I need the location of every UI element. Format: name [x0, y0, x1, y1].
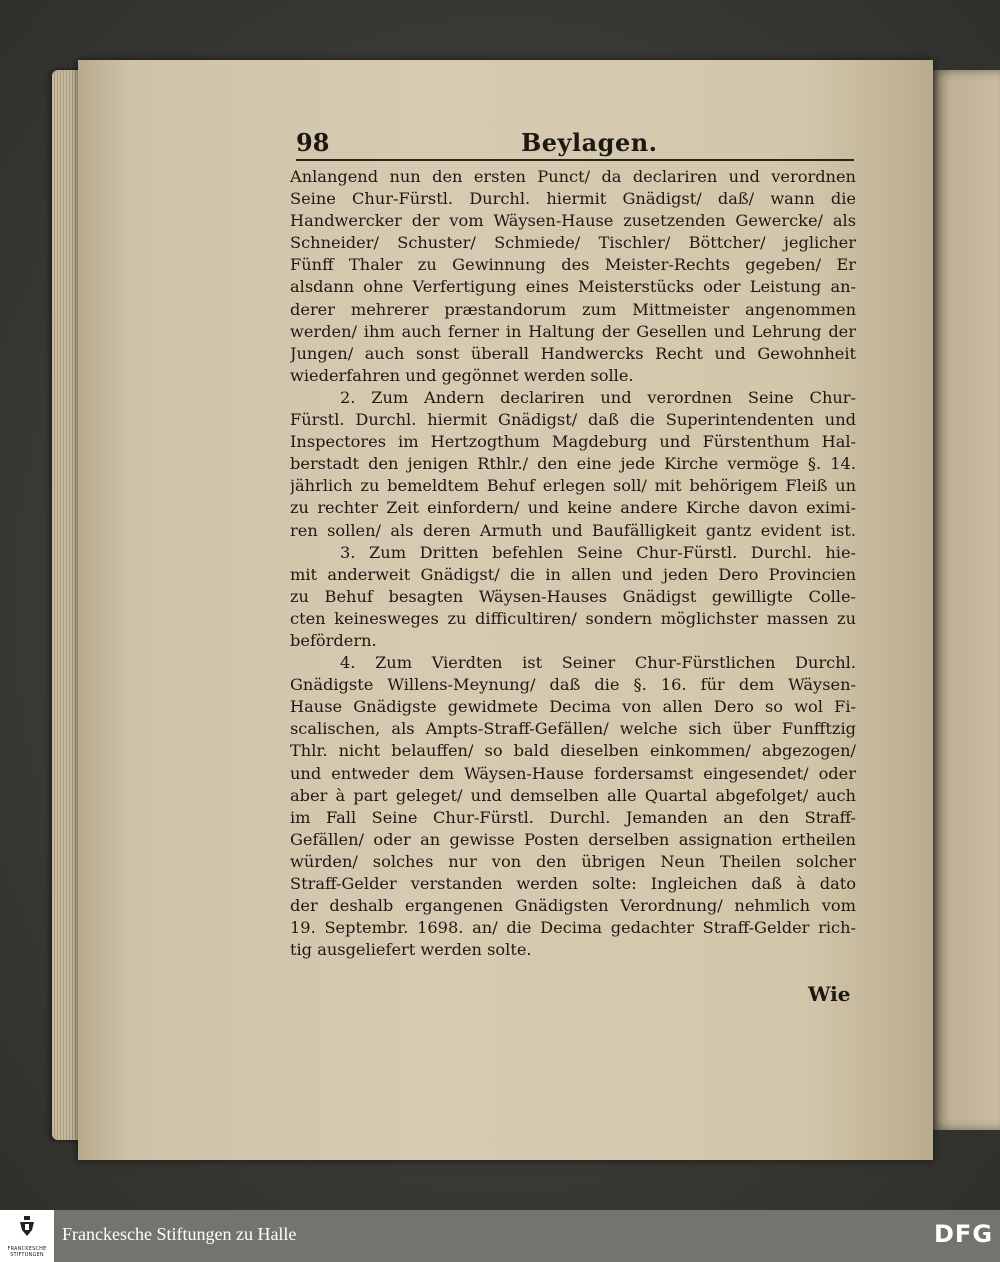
text-line: tig ausgeliefert werden solte. — [290, 940, 532, 960]
text-line: ren sollen/ als deren Armuth und Baufälligkeit gantz evident ist. — [290, 520, 856, 540]
catchword: Wie — [808, 982, 851, 1006]
paragraph-start: 2. Zum Andern declariren und verordnen Seine Chur- — [340, 387, 856, 407]
text-line: derer mehrerer præstandorum zum Mittmeister angenommen — [290, 299, 856, 319]
text-line: berstadt den jenigen Rthlr./ den eine jede Kirche vermöge §. 14. — [290, 454, 856, 474]
text-line: der deshalb ergangenen Gnädigsten Verordnung/ nehmlich vom — [290, 896, 856, 916]
text-line: werden/ ihm auch ferner in Haltung der Gesellen und Lehrung der — [290, 321, 856, 341]
page-number: 98 — [296, 128, 330, 157]
text-line: und entweder dem Wäysen-Hause fordersamst eingesendet/ oder — [290, 763, 856, 783]
text-line: mit anderweit Gnädigst/ die in allen und jeden Dero Provincien — [290, 564, 856, 584]
text-line: 19. Septembr. 1698. an/ die Decima gedachter Straff-Gelder rich- — [290, 918, 856, 938]
text-line: Jungen/ auch sonst überall Handwercks Recht und Gewohnheit — [290, 343, 856, 363]
text-line: scalischen, als Ampts-Straff-Gefällen/ welche sich über Funfftzig — [290, 719, 856, 739]
text-line: jährlich zu bemeldtem Behuf erlegen soll/ mit behörigem Fleiß un — [290, 476, 856, 496]
text-line: Gefällen/ oder an gewisse Posten derselben assignation ertheilen — [290, 829, 856, 849]
text-line: würden/ solches nur von den übrigen Neun Theilen solcher — [290, 851, 856, 871]
text-line: wiederfahren und gegönnet werden solle. — [290, 365, 634, 385]
text-line: zu rechter Zeit einfordern/ und keine andere Kirche davon eximi- — [290, 498, 856, 518]
paragraph-start: 4. Zum Vierdten ist Seiner Chur-Fürstlichen Durchl. — [340, 653, 856, 673]
text-line: Seine Chur-Fürstl. Durchl. hiermit Gnädigst/ daß/ wann die — [290, 189, 856, 209]
text-line: im Fall Seine Chur-Fürstl. Durchl. Jemanden an den Straff- — [290, 807, 856, 827]
text-line: Thlr. nicht belauffen/ so bald dieselben einkommen/ abgezogen/ — [290, 741, 856, 761]
text-line: Gnädigste Willens-Meynung/ daß die §. 16. für dem Wäysen- — [290, 675, 856, 695]
header-rule — [296, 159, 854, 161]
text-line: aber à part geleget/ und demselben alle Quartal abgefolget/ auch — [290, 785, 856, 805]
body-text — [290, 166, 856, 961]
page-header — [296, 128, 856, 160]
facing-page-edge — [930, 70, 1000, 1130]
text-line: Schneider/ Schuster/ Schmiede/ Tischler/ Böttcher/ jeglicher — [290, 233, 856, 253]
footer-bar — [0, 1210, 1000, 1262]
text-line: befördern. — [290, 630, 377, 650]
text-line: Handwercker der vom Wäysen-Hause zusetzenden Gewercke/ als — [290, 211, 856, 231]
text-line: Fürstl. Durchl. hiermit Gnädigst/ daß die Superintendenten und — [290, 410, 856, 430]
institution-logo[interactable] — [0, 1210, 54, 1262]
paragraph-start: 3. Zum Dritten befehlen Seine Chur-Fürstl. Durchl. hie- — [340, 542, 856, 562]
footer-title[interactable]: Franckesche Stiftungen zu Halle — [62, 1224, 297, 1244]
text-line: Anlangend nun den ersten Punct/ da declariren und verordnen — [290, 167, 856, 186]
text-line: Straff-Gelder verstanden werden solte: Ingleichen daß à dato — [290, 874, 856, 893]
text-line: Fünff Thaler zu Gewinnung des Meister-Rechts gegeben/ Er — [290, 255, 856, 275]
logo-text: FRANCKESCHE STIFTUNGEN — [7, 1246, 47, 1258]
running-head: Beylagen. — [521, 128, 658, 157]
text-line: Inspectores im Hertzogthum Magdeburg und Fürstenthum Hal- — [290, 432, 856, 452]
dfg-logo[interactable]: DFG — [934, 1220, 994, 1248]
text-line: zu Behuf besagten Wäysen-Hauses Gnädigst gewilligte Colle- — [290, 586, 856, 606]
eagle-emblem-icon — [19, 1216, 35, 1238]
text-line: cten keinesweges zu difficultiren/ sondern möglichster massen zu — [290, 608, 856, 628]
text-line: Hause Gnädigste gewidmete Decima von allen Dero so wol Fi- — [290, 697, 856, 717]
text-line: alsdann ohne Verfertigung eines Meisterstücks oder Leistung an- — [290, 277, 856, 297]
